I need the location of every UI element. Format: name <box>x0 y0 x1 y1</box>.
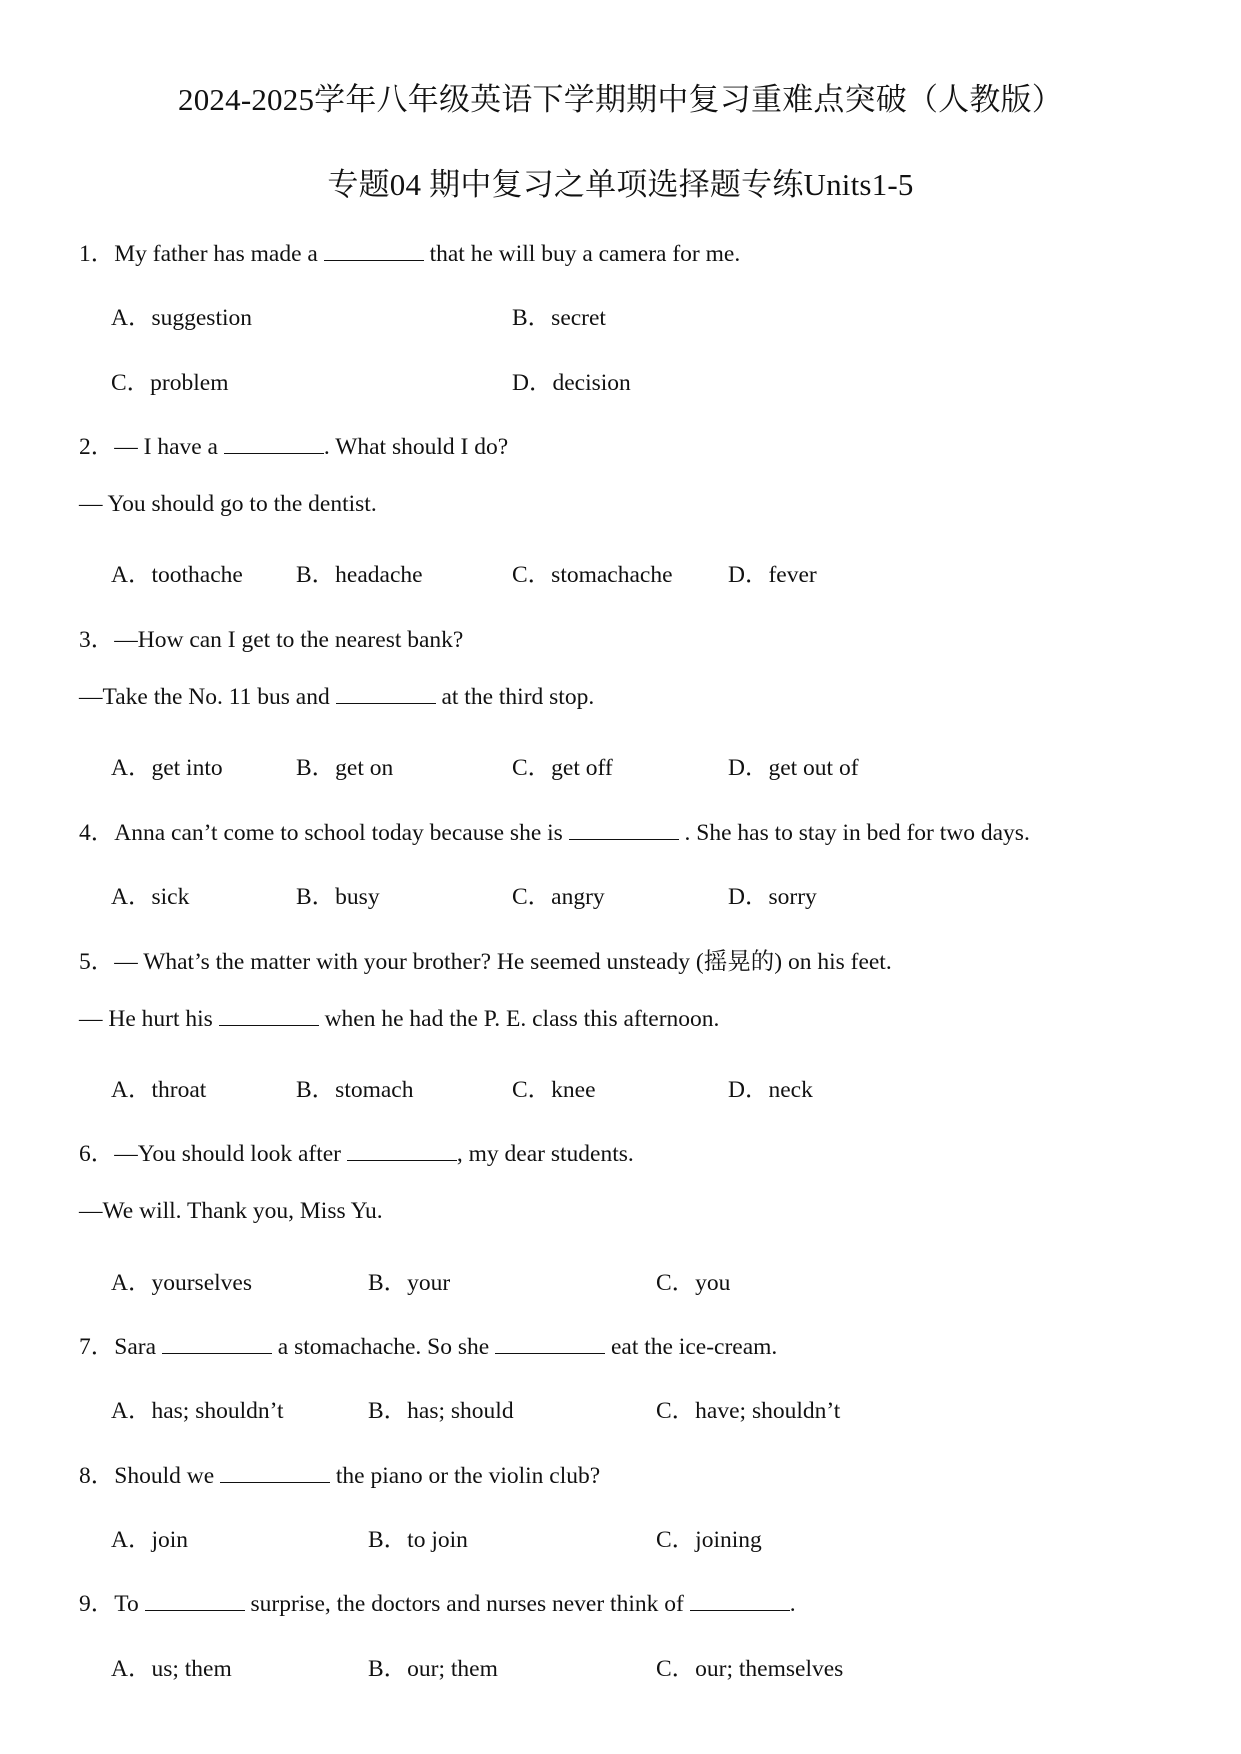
question-3: 3．—How can I get to the nearest bank? <box>79 627 464 653</box>
question-5-reply <box>79 1006 719 1033</box>
question-4-text: 4．Anna can’t come to school today because she is <box>79 820 569 846</box>
option-d[interactable]: D．fever <box>728 562 817 588</box>
question-7-text: eat the ice-cream. <box>605 1334 778 1360</box>
option-a[interactable]: A．throat <box>111 1077 207 1103</box>
answer-blank <box>324 259 424 261</box>
page-title: 2024-2025学年八年级英语下学期期中复习重难点突破（人教版） <box>178 82 1063 117</box>
option-a[interactable]: A．toothache <box>111 562 243 588</box>
question-5-text: — He hurt his <box>79 1006 219 1032</box>
option-c[interactable]: C．get off <box>512 755 613 781</box>
option-b[interactable]: B．secret <box>512 305 606 331</box>
option-c[interactable]: C．stomachache <box>512 562 673 588</box>
question-4-text: . She has to stay in bed for two days. <box>678 820 1030 846</box>
option-c[interactable]: C．joining <box>656 1527 762 1553</box>
option-b[interactable]: B．to join <box>368 1527 468 1553</box>
question-2 <box>79 427 508 461</box>
option-a[interactable]: A．yourselves <box>111 1270 252 1296</box>
question-3-text: —Take the No. 11 bus and <box>79 684 336 710</box>
answer-blank <box>224 452 324 454</box>
option-b[interactable]: B．our; them <box>368 1656 498 1682</box>
option-c[interactable]: C．problem <box>111 370 229 396</box>
option-b[interactable]: B．stomach <box>296 1077 414 1103</box>
question-2-reply: — You should go to the dentist. <box>79 491 377 517</box>
question-7 <box>79 1327 777 1361</box>
option-b[interactable]: B．your <box>368 1270 451 1296</box>
answer-blank <box>495 1352 605 1354</box>
option-c[interactable]: C．knee <box>512 1077 596 1103</box>
question-1-text: that he will buy a camera for me. <box>423 241 741 267</box>
question-9-text: surprise, the doctors and nurses never think of <box>244 1591 690 1617</box>
question-7-text: 7．Sara <box>79 1334 162 1360</box>
option-d[interactable]: D．get out of <box>728 755 859 781</box>
question-3-reply <box>79 684 594 711</box>
question-7-text: a stomachache. So she <box>271 1334 496 1360</box>
option-c[interactable]: C．you <box>656 1270 731 1296</box>
question-1-text: 1．My father has made a <box>79 241 324 267</box>
page-subtitle: 专题04 期中复习之单项选择题专练Units1-5 <box>327 167 914 202</box>
question-2-text: 2．— I have a <box>79 434 224 460</box>
question-9-text: . <box>789 1591 796 1617</box>
option-a[interactable]: A．has; shouldn’t <box>111 1398 284 1424</box>
answer-blank <box>347 1159 457 1161</box>
question-2-text: . What should I do? <box>323 434 509 460</box>
question-6-text: , my dear students. <box>456 1141 634 1167</box>
option-b[interactable]: B．get on <box>296 755 394 781</box>
answer-blank <box>690 1609 790 1611</box>
option-d[interactable]: D．sorry <box>728 884 817 910</box>
question-8-text: the piano or the violin club? <box>330 1463 601 1489</box>
option-c[interactable]: C．our; themselves <box>656 1656 844 1682</box>
question-8 <box>79 1456 600 1490</box>
question-6-reply: —We will. Thank you, Miss Yu. <box>79 1198 383 1224</box>
option-d[interactable]: D．decision <box>512 370 631 396</box>
option-a[interactable]: A．us; them <box>111 1656 232 1682</box>
answer-blank <box>220 1481 330 1483</box>
option-b[interactable]: B．busy <box>296 884 380 910</box>
option-d[interactable]: D．neck <box>728 1077 813 1103</box>
option-b[interactable]: B．headache <box>296 562 423 588</box>
question-9-text: 9．To <box>79 1591 145 1617</box>
question-9 <box>79 1584 796 1618</box>
question-5-text: when he had the P. E. class this afternoon. <box>318 1006 720 1032</box>
answer-blank <box>569 838 679 840</box>
question-6 <box>79 1134 634 1168</box>
question-1 <box>79 234 740 268</box>
question-6-text: 6．—You should look after <box>79 1141 347 1167</box>
question-3-text: at the third stop. <box>435 684 595 710</box>
option-a[interactable]: A．sick <box>111 884 190 910</box>
answer-blank <box>162 1352 272 1354</box>
option-b[interactable]: B．has; should <box>368 1398 514 1424</box>
option-c[interactable]: C．have; shouldn’t <box>656 1398 841 1424</box>
option-c[interactable]: C．angry <box>512 884 605 910</box>
option-a[interactable]: A．join <box>111 1527 189 1553</box>
option-a[interactable]: A．get into <box>111 755 223 781</box>
question-4 <box>79 813 1030 847</box>
answer-blank <box>219 1024 319 1026</box>
answer-blank <box>336 702 436 704</box>
question-5: 5．— What’s the matter with your brother? He seemed unsteady (摇晃的) on his feet. <box>79 949 892 975</box>
question-8-text: 8．Should we <box>79 1463 220 1489</box>
option-a[interactable]: A．suggestion <box>111 305 252 331</box>
answer-blank <box>145 1609 245 1611</box>
